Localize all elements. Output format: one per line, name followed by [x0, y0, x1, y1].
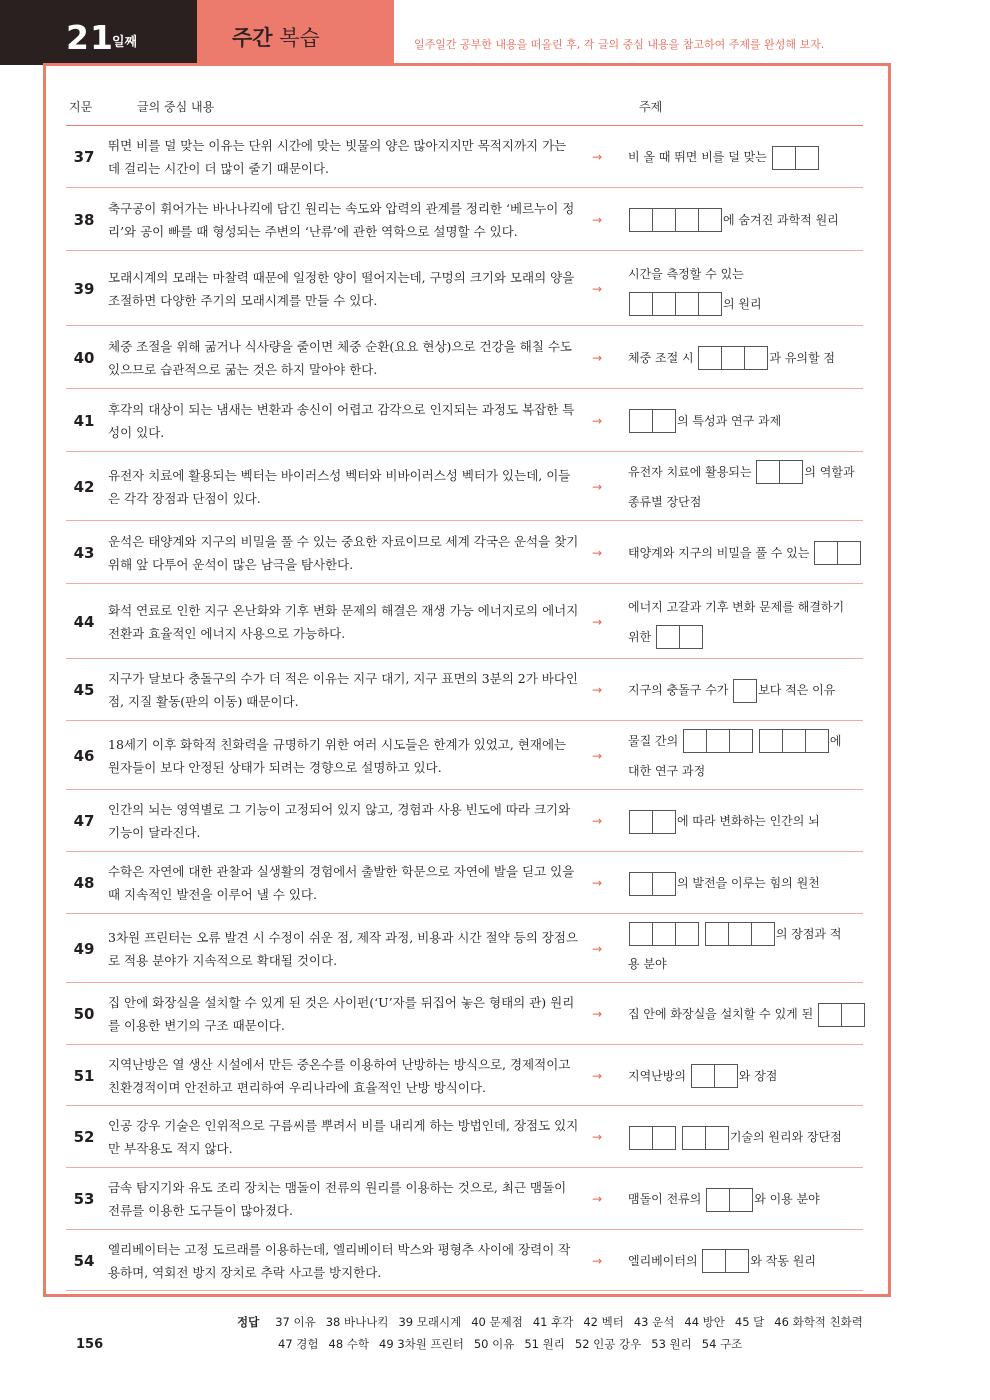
topic-text: 대한 연구 과정	[628, 763, 706, 778]
main-idea-text: 수학은 자연에 대한 관찰과 실생활의 경험에서 출발한 학문으로 자연에 발을 딛고 있을 때 지속적인 발전을 이루어 낼 수 있다.	[108, 864, 575, 902]
page-title	[232, 22, 320, 52]
main-idea-text: 모래시계의 모래는 마찰력 때문에 일정한 양이 떨어지는데, 구멍의 크기와 모래의 양을 조절하면 다양한 주기의 모래시계를 만들 수 있다.	[108, 269, 575, 308]
table-row	[66, 126, 863, 188]
main-idea-text: 지역난방은 열 생산 시설에서 만든 중온수를 이용하여 난방하는 방식으로, 경제적이고 친환경적이며 안전하고 편리하여 우리나라에 효율적인 난방 방식이다.	[108, 1056, 571, 1095]
column-header-topic: 주제	[639, 100, 663, 114]
answer-blank[interactable]	[683, 729, 753, 753]
topic-line	[628, 343, 868, 373]
topic-text: 와 이용 분야	[754, 1192, 820, 1206]
instruction-text: 일주일간 공부한 내용을 떠올린 후, 각 글의 중심 내용을 참고하여 주제를 완성해 보자.	[414, 38, 825, 51]
main-idea-text: 화석 연료로 인한 지구 온난화와 기후 변화 문제의 해결은 재생 가능 에너지로의 에너지 전환과 효율적인 에너지 사용으로 가능하다.	[108, 602, 579, 641]
passage-number: 40	[73, 348, 95, 367]
arrow-icon: →	[592, 748, 603, 763]
answer-blank[interactable]	[759, 729, 829, 753]
blank-cell[interactable]	[729, 1188, 753, 1212]
topic-text: 비 올 때 뛰면 비를 덜 맞는	[628, 150, 771, 164]
blank-cell[interactable]	[782, 729, 806, 753]
topic-text: 기술의 원리와 장단점	[729, 1130, 842, 1144]
blank-cell[interactable]	[652, 922, 676, 946]
passage-number: 50	[73, 1005, 95, 1023]
blank-cell[interactable]	[683, 729, 707, 753]
blank-cell[interactable]	[675, 208, 699, 232]
answer-blank[interactable]	[629, 1126, 676, 1150]
column-header-content: 글의 중심 내용	[137, 100, 215, 114]
blank-cell[interactable]	[744, 346, 768, 370]
passage-number: 38	[73, 210, 95, 229]
answer-blank[interactable]	[733, 679, 757, 703]
main-idea-text: 운석은 태양계와 지구의 비밀을 풀 수 있는 중요한 자료이므로 세계 각국은 운석을 찾기 위해 앞 다투어 운석이 많은 남극을 탐사한다.	[108, 533, 579, 572]
answer-blank[interactable]	[629, 810, 676, 834]
table-row	[66, 1106, 863, 1168]
topic-cell	[628, 1122, 868, 1152]
table-row	[66, 659, 863, 721]
main-idea-text: 인공 강우 기술은 인위적으로 구름씨를 뿌려서 비를 내리게 하는 방법인데, 장점도 있지만 부작용도 적지 않다.	[108, 1118, 579, 1156]
answer-item: 46 화학적 친화력	[774, 1315, 863, 1329]
arrow-icon: →	[592, 1253, 603, 1268]
main-idea-text: 3차원 프린터는 오류 발견 시 수정이 쉬운 점, 제작 과정, 비용과 시간 절약 등의 장점으로 적용 분야가 지속적으로 확대될 것이다.	[108, 929, 579, 968]
answer-item: 49 3차원 프린터	[379, 1337, 464, 1351]
table-row	[66, 251, 863, 326]
topic-text: 에너지 고갈과 기후 변화 문제를 해결하기	[628, 599, 845, 614]
topic-cell	[628, 457, 868, 517]
arrow-icon: →	[592, 350, 603, 365]
answer-label: 정답	[237, 1315, 260, 1329]
arrow-icon: →	[592, 281, 603, 296]
topic-line	[628, 675, 868, 705]
table-row	[66, 326, 863, 389]
topic-text: 물질 간의	[628, 733, 682, 748]
table-row	[66, 521, 863, 584]
arrow-icon: →	[592, 614, 603, 629]
main-idea-text: 축구공이 휘어가는 바나나킥에 담긴 원리는 속도와 압력의 관계를 정리한 ‘베르누이 정리’와 공이 빠를 때 형성되는 주변의 ‘난류’에 관한 역학으로 설명할 수 있다.	[108, 200, 575, 239]
table-row	[66, 1045, 863, 1106]
passage-number: 47	[73, 812, 95, 830]
passage-number: 54	[73, 1251, 95, 1270]
arrow-icon: →	[592, 1192, 603, 1206]
answer-blank[interactable]	[705, 922, 775, 946]
topic-cell	[628, 1184, 868, 1214]
blank-cell[interactable]	[691, 1064, 715, 1088]
table-row	[66, 1168, 863, 1230]
topic-text: 의 장점과 적	[775, 926, 842, 941]
topic-line	[628, 259, 868, 289]
blank-cell[interactable]	[698, 292, 722, 316]
blank-cell[interactable]	[728, 922, 752, 946]
blank-cell[interactable]	[675, 922, 699, 946]
arrow-icon: →	[592, 150, 603, 164]
answer-item: 54 구조	[701, 1337, 743, 1351]
arrow-icon: →	[592, 479, 603, 494]
topic-cell	[628, 142, 868, 172]
answer-item: 50 이유	[473, 1337, 515, 1351]
topic-line	[628, 1184, 868, 1214]
blank-cell[interactable]	[652, 1126, 676, 1150]
answer-item: 42 벡터	[583, 1315, 624, 1329]
topic-line	[628, 949, 868, 979]
topic-line	[628, 592, 868, 622]
main-idea-text: 인간의 뇌는 영역별로 그 기능이 고정되어 있지 않고, 경험과 사용 빈도에 따라 크기와 기능이 달라진다.	[108, 802, 571, 840]
topic-cell	[628, 1246, 868, 1276]
blank-cell[interactable]	[629, 872, 653, 896]
topic-cell	[628, 259, 868, 319]
answer-blank[interactable]	[629, 922, 699, 946]
blank-cell[interactable]	[675, 292, 699, 316]
blank-cell[interactable]	[705, 1126, 729, 1150]
blank-cell[interactable]	[652, 872, 676, 896]
answer-blank[interactable]	[629, 872, 676, 896]
topic-text: 와 작동 원리	[750, 1253, 816, 1268]
answer-item: 53 원리	[651, 1337, 692, 1351]
arrow-icon: →	[592, 1007, 603, 1021]
topic-line	[628, 868, 868, 898]
blank-cell[interactable]	[706, 1188, 730, 1212]
table-row	[66, 584, 863, 659]
passage-number: 52	[73, 1128, 95, 1146]
blank-cell[interactable]	[729, 729, 753, 753]
answer-blank[interactable]	[629, 409, 676, 433]
page-title-bold: 주간	[232, 26, 273, 50]
answer-blank[interactable]	[756, 460, 803, 484]
passage-number: 37	[73, 148, 95, 166]
passage-number: 49	[73, 939, 95, 958]
answer-blank[interactable]	[772, 146, 819, 170]
topic-cell	[628, 592, 868, 652]
blank-cell[interactable]	[652, 208, 676, 232]
answer-item: 40 문제점	[471, 1315, 523, 1329]
passage-number: 41	[73, 411, 95, 430]
passage-number: 43	[73, 543, 95, 562]
answer-item: 44 방안	[684, 1315, 725, 1329]
topic-line	[628, 538, 868, 568]
blank-cell[interactable]	[705, 922, 729, 946]
passage-number: 46	[73, 746, 95, 765]
topic-text: 에 숨겨진 과학적 원리	[723, 212, 839, 227]
table-row	[66, 852, 863, 914]
table-row	[66, 721, 863, 790]
answer-item: 45 달	[734, 1315, 765, 1329]
page-title-rest: 복습	[279, 26, 320, 50]
day-label: 일째	[112, 35, 138, 50]
blank-cell[interactable]	[818, 1003, 842, 1027]
blank-cell[interactable]	[837, 541, 861, 565]
topic-text: 종류별 장단점	[628, 494, 702, 509]
table-row	[66, 452, 863, 521]
topic-text: 보다 적은 이유	[758, 683, 836, 697]
topic-line	[628, 406, 868, 436]
table-row	[66, 1230, 863, 1291]
answer-blank[interactable]	[698, 346, 768, 370]
answer-item: 51 원리	[524, 1337, 565, 1351]
table-row	[66, 983, 863, 1045]
blank-cell[interactable]	[679, 625, 703, 649]
blank-cell[interactable]	[629, 1126, 653, 1150]
blank-cell[interactable]	[629, 810, 653, 834]
main-idea-text: 엘리베이터는 고정 도르래를 이용하는데, 엘리베이터 박스와 평형추 사이에 장력이 작용하며, 역회전 방지 장치로 추락 사고를 방지한다.	[108, 1241, 571, 1280]
topic-cell	[628, 343, 868, 373]
passage-number: 45	[73, 681, 95, 699]
blank-cell[interactable]	[629, 922, 653, 946]
passage-number: 39	[73, 279, 95, 298]
passage-number: 53	[73, 1190, 95, 1208]
topic-text: 에 따라 변화하는 인간의 뇌	[677, 814, 820, 828]
answer-item: 43 운석	[633, 1315, 675, 1329]
arrow-icon: →	[592, 413, 603, 428]
topic-text: 태양계와 지구의 비밀을 풀 수 있는	[628, 545, 814, 560]
table-row	[66, 790, 863, 852]
topic-line	[628, 919, 868, 949]
topic-text: 의 특성과 연구 과제	[677, 413, 782, 428]
main-idea-text: 체중 조절을 위해 굶거나 식사량을 줄이면 체중 순환(요요 현상)으로 건강을 해칠 수도 있으므로 습관적으로 굶는 것은 하지 말아야 한다.	[108, 338, 573, 377]
topic-line	[628, 999, 868, 1029]
blank-cell[interactable]	[698, 346, 722, 370]
passage-number: 44	[73, 612, 95, 631]
answer-key	[237, 1311, 873, 1355]
blank-cell[interactable]	[841, 1003, 865, 1027]
blank-cell[interactable]	[698, 208, 722, 232]
topic-line	[628, 726, 868, 756]
blank-cell[interactable]	[759, 729, 783, 753]
topic-line	[628, 142, 868, 172]
main-idea-text: 후각의 대상이 되는 냄새는 변환과 송신이 어렵고 감각으로 인지되는 과정도 복잡한 특성이 있다.	[108, 401, 575, 440]
topic-cell	[628, 919, 868, 979]
topic-text: 시간을 측정할 수 있는	[628, 266, 744, 281]
topic-text	[754, 734, 758, 748]
answer-blank[interactable]	[691, 1064, 738, 1088]
topic-cell	[628, 538, 868, 568]
blank-cell[interactable]	[682, 1126, 706, 1150]
topic-cell	[628, 675, 868, 705]
blank-cell[interactable]	[756, 460, 780, 484]
blank-cell[interactable]	[629, 208, 653, 232]
blank-cell[interactable]	[795, 146, 819, 170]
topic-text: 엘리베이터의	[628, 1253, 702, 1268]
answer-blank[interactable]	[656, 625, 703, 649]
topic-text: 과 유의할 점	[769, 350, 835, 365]
blank-cell[interactable]	[721, 346, 745, 370]
topic-line	[628, 1061, 868, 1091]
answer-blank[interactable]	[706, 1188, 753, 1212]
topic-text: 위한	[628, 629, 655, 644]
topic-cell	[628, 1061, 868, 1091]
blank-cell[interactable]	[702, 1249, 726, 1273]
answer-item: 47 경험	[278, 1337, 319, 1351]
topic-text: 맴돌이 전류의	[628, 1192, 706, 1206]
blank-cell[interactable]	[779, 460, 803, 484]
arrow-icon: →	[592, 941, 603, 956]
topic-cell	[628, 406, 868, 436]
blank-cell[interactable]	[652, 409, 676, 433]
blank-cell[interactable]	[656, 625, 680, 649]
arrow-icon: →	[592, 1130, 603, 1144]
topic-text: 지구의 충돌구 수가	[628, 683, 733, 697]
topic-text	[700, 927, 704, 941]
answer-item: 48 수학	[328, 1337, 370, 1351]
answer-item: 41 후각	[532, 1315, 574, 1329]
arrow-icon: →	[592, 545, 603, 560]
topic-cell	[628, 726, 868, 786]
blank-cell[interactable]	[629, 292, 653, 316]
arrow-icon: →	[592, 1068, 603, 1083]
topic-line	[628, 457, 868, 487]
topic-line	[628, 1246, 868, 1276]
topic-text: 의 역할과	[804, 464, 855, 479]
blank-cell[interactable]	[772, 146, 796, 170]
answer-line-2	[237, 1333, 873, 1355]
main-idea-text: 유전자 치료에 활용되는 벡터는 바이러스성 벡터와 비바이러스성 벡터가 있는데, 이들은 각각 장점과 단점이 있다.	[108, 467, 571, 506]
topic-line	[628, 622, 868, 652]
main-idea-text: 금속 탐지기와 유도 조리 장치는 맴돌이 전류의 원리를 이용하는 것으로, 최근 맴돌이 전류를 이용한 도구들이 많아졌다.	[108, 1180, 567, 1218]
blank-cell[interactable]	[652, 810, 676, 834]
arrow-icon: →	[592, 814, 603, 828]
arrow-icon: →	[592, 876, 603, 890]
day-number: 21	[66, 18, 114, 57]
topic-line	[628, 289, 868, 319]
answer-blank[interactable]	[629, 292, 722, 316]
arrow-icon: →	[592, 212, 603, 227]
answer-blank[interactable]	[682, 1126, 729, 1150]
answer-item: 52 인공 강우	[574, 1337, 642, 1351]
topic-text: 체중 조절 시	[628, 350, 698, 365]
topic-line	[628, 1122, 868, 1152]
answer-blank[interactable]	[818, 1003, 865, 1027]
blank-cell[interactable]	[814, 541, 838, 565]
page-number: 156	[76, 1337, 104, 1352]
answer-item: 37 이유	[275, 1315, 316, 1329]
blank-cell[interactable]	[733, 679, 757, 703]
table-row	[66, 914, 863, 983]
passage-number: 51	[73, 1066, 95, 1085]
answer-blank[interactable]	[702, 1249, 749, 1273]
topic-line	[628, 756, 868, 786]
blank-cell[interactable]	[805, 729, 829, 753]
topic-cell	[628, 868, 868, 898]
passage-number: 42	[73, 477, 95, 496]
topic-line	[628, 205, 868, 235]
topic-cell	[628, 999, 868, 1029]
blank-cell[interactable]	[751, 922, 775, 946]
main-idea-text: 지구가 달보다 충돌구의 수가 더 적은 이유는 지구 대기, 지구 표면의 3분의 2가 바다인 점, 지질 활동(판의 이동) 때문이다.	[108, 671, 579, 709]
main-idea-text: 집 안에 화장실을 설치할 수 있게 된 것은 사이펀(‘U’자를 뒤집어 놓은 형태의 관) 원리를 이용한 변기의 구조 때문이다.	[108, 995, 575, 1033]
answer-line-1	[237, 1311, 873, 1333]
passage-number: 48	[73, 874, 95, 892]
topic-text: 유전자 치료에 활용되는	[628, 464, 756, 479]
main-idea-text: 18세기 이후 화학적 친화력을 규명하기 위한 여러 시도들은 한계가 있었고, 현재에는 원자들이 보다 안정된 상태가 되려는 경향으로 설명하고 있다.	[108, 736, 567, 775]
answer-item: 38 바나나킥	[325, 1315, 389, 1329]
answer-blank[interactable]	[814, 541, 861, 565]
topic-text	[677, 1130, 681, 1144]
topic-text: 용 분야	[628, 956, 667, 971]
blank-cell[interactable]	[725, 1249, 749, 1273]
topic-line	[628, 806, 868, 836]
blank-cell[interactable]	[714, 1064, 738, 1088]
topic-line	[628, 487, 868, 517]
table-row	[66, 188, 863, 251]
answer-item: 39 모래시계	[398, 1315, 462, 1329]
topic-text: 의 원리	[723, 296, 762, 311]
blank-cell[interactable]	[706, 729, 730, 753]
main-idea-text: 뛰면 비를 덜 맞는 이유는 단위 시간에 맞는 빗물의 양은 많아지지만 목적지까지 가는 데 걸리는 시간이 더 많이 줄기 때문이다.	[108, 138, 567, 176]
arrow-icon: →	[592, 683, 603, 697]
topic-text: 에	[829, 733, 842, 748]
topic-text: 의 발전을 이루는 힘의 원천	[677, 876, 820, 890]
topic-text: 지역난방의	[628, 1068, 690, 1083]
column-header-num: 지문	[69, 100, 93, 114]
topic-text: 집 안에 화장실을 설치할 수 있게 된	[628, 1007, 817, 1021]
topic-cell	[628, 205, 868, 235]
topic-cell	[628, 806, 868, 836]
blank-cell[interactable]	[652, 292, 676, 316]
topic-text: 와 장점	[738, 1068, 778, 1083]
table-row	[66, 389, 863, 452]
answer-blank[interactable]	[629, 208, 722, 232]
blank-cell[interactable]	[629, 409, 653, 433]
